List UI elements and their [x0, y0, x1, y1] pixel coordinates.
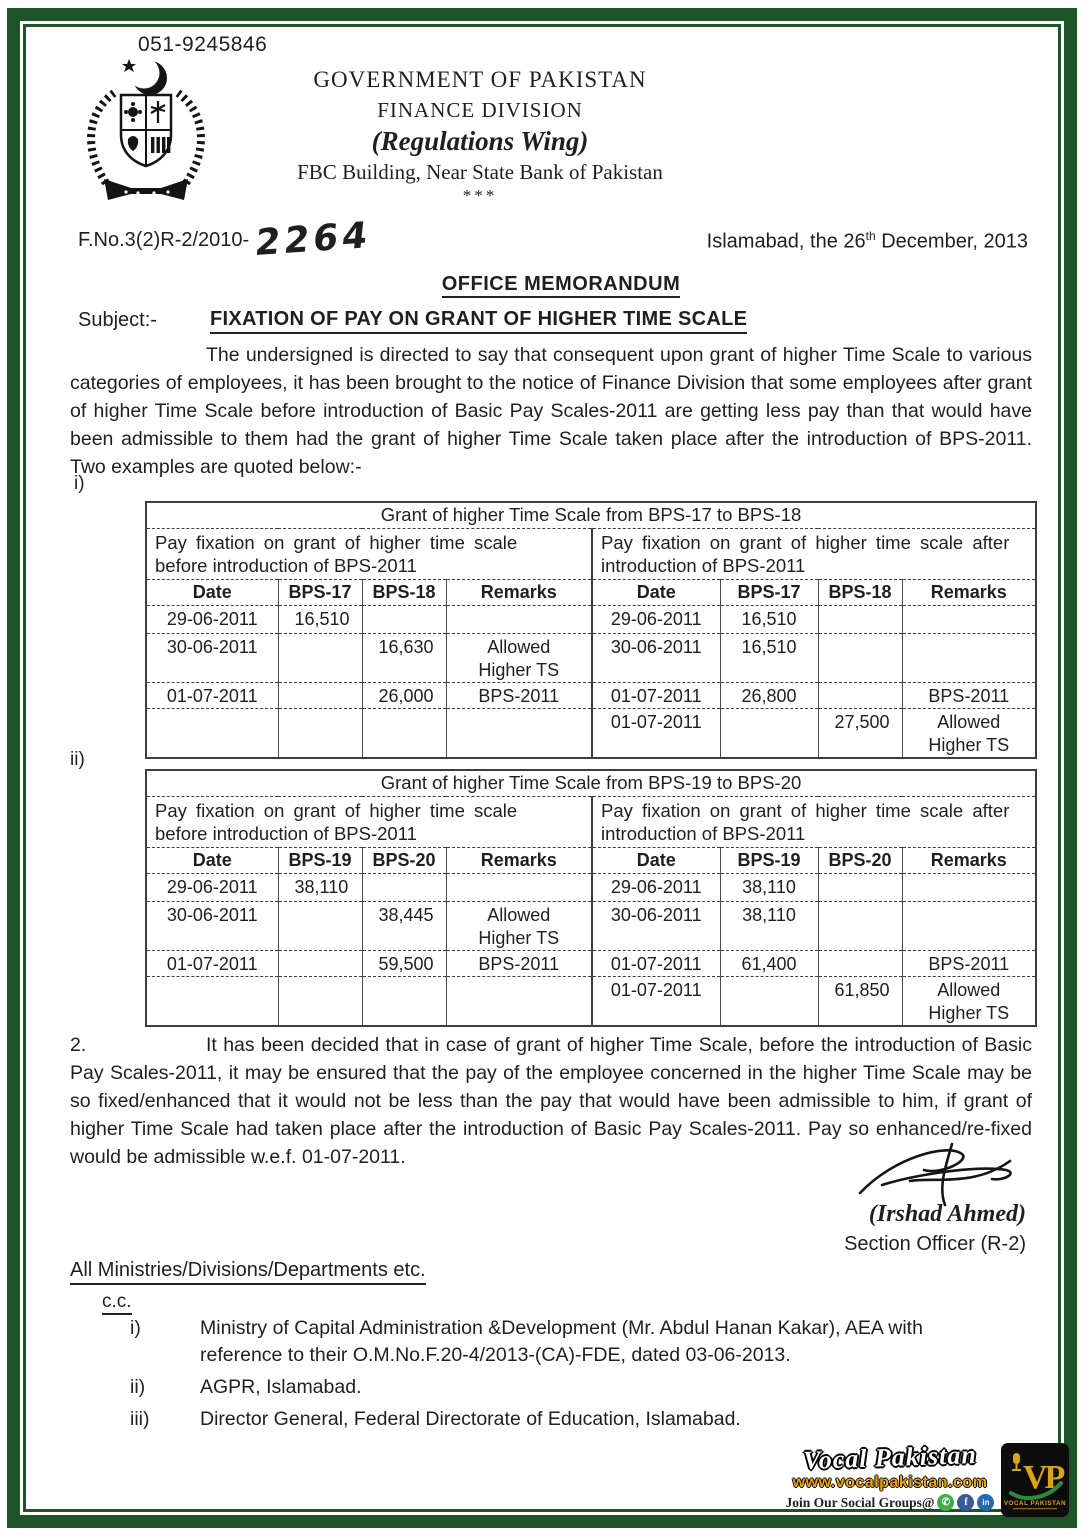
- vocal-pakistan-watermark: [784, 1439, 1069, 1517]
- file-number: F.No.3(2)R-2/2010-: [78, 229, 250, 251]
- cc-item: [130, 1374, 1010, 1401]
- signatory-title: Section Officer (R-2): [844, 1233, 1026, 1255]
- table-cell: 01-07-2011: [146, 682, 278, 708]
- table-cell: 38,110: [720, 873, 818, 901]
- memo-title: OFFICE MEMORANDUM: [442, 273, 680, 298]
- table-cell: 30-06-2011: [146, 633, 278, 682]
- social-invite-text: Join Our Social Groups@: [785, 1494, 935, 1510]
- table-cell: 29-06-2011: [146, 605, 278, 633]
- table-cell: 61,850: [818, 976, 902, 1026]
- table-cell: [720, 708, 818, 758]
- table-cell: [818, 950, 902, 976]
- table-cell: [446, 708, 592, 758]
- table-cell: 59,500: [362, 950, 446, 976]
- pay-fixation-table-bps19-20: [145, 769, 1037, 1027]
- inner-border-frame: [23, 24, 1067, 1512]
- table-cell: [146, 708, 278, 758]
- table-cell: 01-07-2011: [146, 950, 278, 976]
- table-panel-row: [146, 796, 1036, 847]
- table-cell: Allowed Higher TS: [902, 976, 1036, 1026]
- table-cell: 29-06-2011: [592, 605, 720, 633]
- linkedin-icon: in: [977, 1494, 994, 1511]
- document-content: [26, 27, 1067, 1510]
- table-cell: [362, 976, 446, 1026]
- table-cell: [362, 708, 446, 758]
- cc-item-text: Ministry of Capital Administration &Development (Mr. Abdul Hanan Kakar), AEA with reference to their O.M.No.F.20-4/2013-(CA)-FDE, dated 03-06-2013.: [200, 1317, 923, 1366]
- column-header: BPS-19: [278, 847, 362, 873]
- column-header: Date: [146, 847, 278, 873]
- table-cell: [902, 633, 1036, 682]
- table-cell: [278, 950, 362, 976]
- cc-item-marker: iii): [130, 1408, 150, 1430]
- org-name: GOVERNMENT OF PAKISTAN: [313, 67, 647, 92]
- table-cell: 16,510: [720, 605, 818, 633]
- table-row: [146, 605, 1036, 633]
- column-header: Remarks: [902, 579, 1036, 605]
- table-cell: 30-06-2011: [592, 633, 720, 682]
- column-header: BPS-17: [278, 579, 362, 605]
- cc-item: [130, 1315, 1010, 1369]
- table-cell: [446, 605, 592, 633]
- table-title-row: [146, 502, 1036, 528]
- left-panel-header: Pay fixation on grant of higher time scale before introduction of BPS-2011: [146, 528, 592, 579]
- table-cell: BPS-2011: [902, 950, 1036, 976]
- cc-label: c.c.: [102, 1291, 132, 1315]
- table-columns-row: [146, 847, 1036, 873]
- paragraph-2-number: 2.: [70, 1034, 87, 1056]
- handwritten-file-number: 2264: [253, 214, 374, 265]
- table-cell: [446, 976, 592, 1026]
- table-columns-row: [146, 579, 1036, 605]
- table-cell: [278, 682, 362, 708]
- table-cell: 29-06-2011: [592, 873, 720, 901]
- table-cell: [278, 633, 362, 682]
- table-row: [146, 873, 1036, 901]
- vocal-pakistan-logo: [1001, 1443, 1069, 1517]
- table-cell: Allowed Higher TS: [446, 901, 592, 950]
- table-cell: 16,510: [278, 605, 362, 633]
- right-panel-header: Pay fixation on grant of higher time scale after introduction of BPS-2011: [592, 528, 1036, 579]
- column-header: Remarks: [902, 847, 1036, 873]
- table-cell: 01-07-2011: [592, 708, 720, 758]
- table-row: [146, 976, 1036, 1026]
- right-panel-header: Pay fixation on grant of higher time scale after introduction of BPS-2011: [592, 796, 1036, 847]
- cc-list: [130, 1315, 1010, 1438]
- cc-item-text: Director General, Federal Directorate of Education, Islamabad.: [200, 1408, 741, 1430]
- table-cell: 27,500: [818, 708, 902, 758]
- paragraph-2-text: It has been decided that in case of grant of higher Time Scale, before the introduction of Basic Pay Scales-2011, it may be ensured that the pay of the employee concerned in the higher Time Scale may be so fixed/enhanced that it would not be less than the pay that would have been admissible to him, if grant of higher Time Scale had taken place after the introduction of Basic Pay Scales-2011. Pay so enhanced/re-fixed would be admissible w.e.f. 01-07-2011.: [70, 1034, 1032, 1168]
- list-marker-ii: ii): [70, 749, 85, 770]
- left-panel-header: Pay fixation on grant of higher time scale before introduction of BPS-2011: [146, 796, 592, 847]
- separator-stars: ***: [462, 186, 498, 205]
- brand-script-text: Vocal Pakistan: [802, 1439, 978, 1476]
- phone-number: 051-9245846: [138, 33, 268, 56]
- table-row: [146, 708, 1036, 758]
- distribution-line: All Ministries/Divisions/Departments etc.: [70, 1259, 426, 1285]
- logo-caption: VOCAL PAKISTAN: [1003, 1500, 1067, 1507]
- table-cell: 30-06-2011: [146, 901, 278, 950]
- wing-name: (Regulations Wing): [371, 126, 589, 156]
- table-cell: [818, 682, 902, 708]
- table-title: Grant of higher Time Scale from BPS-17 to BPS-18: [146, 502, 1036, 528]
- table-cell: Allowed Higher TS: [446, 633, 592, 682]
- table-row: [146, 901, 1036, 950]
- division-name: FINANCE DIVISION: [377, 98, 583, 122]
- column-header: BPS-18: [818, 579, 902, 605]
- list-marker-i: i): [74, 473, 85, 494]
- table-cell: 26,000: [362, 682, 446, 708]
- table-cell: 16,510: [720, 633, 818, 682]
- cc-item: [130, 1406, 1010, 1433]
- table-cell: 01-07-2011: [592, 976, 720, 1026]
- cc-item-marker: ii): [130, 1376, 146, 1398]
- table-cell: [278, 976, 362, 1026]
- table-cell: [818, 873, 902, 901]
- table-cell: BPS-2011: [902, 682, 1036, 708]
- table-cell: 26,800: [720, 682, 818, 708]
- table-cell: 38,110: [278, 873, 362, 901]
- table-cell: [818, 605, 902, 633]
- table-cell: [278, 901, 362, 950]
- table-cell: [362, 605, 446, 633]
- table-row: [146, 950, 1036, 976]
- table-cell: [902, 605, 1036, 633]
- column-header: Remarks: [446, 579, 592, 605]
- table-cell: [278, 708, 362, 758]
- column-header: Date: [592, 579, 720, 605]
- subject-label: Subject:-: [78, 309, 157, 331]
- table-cell: 29-06-2011: [146, 873, 278, 901]
- reference-row: [78, 214, 1028, 265]
- table-title: Grant of higher Time Scale from BPS-19 to BPS-20: [146, 770, 1036, 796]
- column-header: BPS-20: [362, 847, 446, 873]
- column-header: BPS-18: [362, 579, 446, 605]
- table-cell: [720, 976, 818, 1026]
- table-cell: 30-06-2011: [592, 901, 720, 950]
- column-header: Date: [592, 847, 720, 873]
- signatory-name: (Irshad Ahmed): [868, 1201, 1026, 1227]
- memo-title-row: [26, 273, 1060, 296]
- column-header: Date: [146, 579, 278, 605]
- table-cell: 16,630: [362, 633, 446, 682]
- table-cell: [818, 901, 902, 950]
- address-line: FBC Building, Near State Bank of Pakistan: [297, 160, 663, 184]
- whatsapp-icon: ✆: [937, 1494, 954, 1511]
- table-cell: BPS-2011: [446, 950, 592, 976]
- column-header: BPS-19: [720, 847, 818, 873]
- table-cell: [902, 873, 1036, 901]
- column-header: BPS-20: [818, 847, 902, 873]
- table-cell: BPS-2011: [446, 682, 592, 708]
- table-row: [146, 633, 1036, 682]
- table-cell: [818, 633, 902, 682]
- logo-monogram: VP: [1023, 1459, 1063, 1496]
- table-panel-row: [146, 528, 1036, 579]
- column-header: BPS-17: [720, 579, 818, 605]
- table-cell: [446, 873, 592, 901]
- table-title-row: [146, 770, 1036, 796]
- outer-border-frame: [7, 8, 1077, 1528]
- place-date: Islamabad, the 26th December, 2013: [706, 229, 1028, 253]
- pay-fixation-table-bps17-18: [145, 501, 1037, 759]
- website-url: www.vocalpakistan.com: [792, 1474, 988, 1491]
- cc-item-text: AGPR, Islamabad.: [200, 1376, 362, 1398]
- table-cell: 38,445: [362, 901, 446, 950]
- table-cell: 01-07-2011: [592, 682, 720, 708]
- column-header: Remarks: [446, 847, 592, 873]
- table-cell: [902, 901, 1036, 950]
- letterhead: [150, 67, 810, 206]
- table-row: [146, 682, 1036, 708]
- table-cell: [362, 873, 446, 901]
- body-paragraph-1: The undersigned is directed to say that consequent upon grant of higher Time Scale to various categories of employees, it has been brought to the notice of Finance Division that some employees after grant of higher Time Scale before introduction of Basic Pay Scales-2011 are getting less pay than that would have been admissible to them had the grant of higher Time Scale taken place after the introduction of BPS-2011. Two examples are quoted below:-: [70, 344, 1032, 478]
- table-cell: 38,110: [720, 901, 818, 950]
- cc-item-marker: i): [130, 1317, 141, 1339]
- table-cell: Allowed Higher TS: [902, 708, 1036, 758]
- subject-text: FIXATION OF PAY ON GRANT OF HIGHER TIME SCALE: [210, 308, 747, 334]
- table-cell: 01-07-2011: [592, 950, 720, 976]
- facebook-icon: f: [957, 1494, 974, 1511]
- table-cell: [146, 976, 278, 1026]
- table-cell: 61,400: [720, 950, 818, 976]
